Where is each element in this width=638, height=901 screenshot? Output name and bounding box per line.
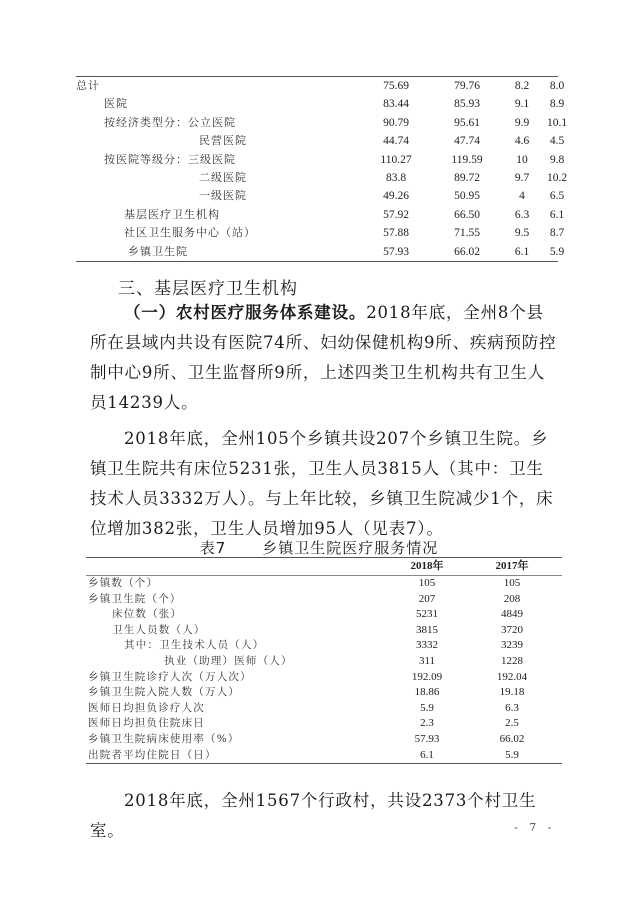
cell: 6.1: [420, 748, 434, 761]
cell: 6.1: [514, 245, 530, 258]
cell: 75.69: [383, 80, 409, 92]
table-row: [76, 243, 565, 261]
cell: 4.6: [514, 135, 530, 148]
table-row: [86, 592, 562, 608]
cell: 3815: [416, 623, 438, 636]
table-title: [0, 537, 638, 558]
cell: 57.92: [383, 208, 409, 221]
cell: 110.27: [380, 153, 412, 166]
cell: 192.09: [411, 670, 443, 683]
row-label: 民营医院: [199, 134, 247, 148]
table-caption: 乡镇卫生院医疗服务情况: [262, 539, 439, 557]
table-bed-usage: [76, 76, 568, 262]
cell: 5.9: [549, 245, 565, 258]
table-row: [86, 638, 562, 654]
row-label: 乡镇卫生院诊疗人次（万人次）: [88, 670, 252, 683]
row-label: 乡镇卫生院（个）: [88, 592, 182, 605]
row-label: 医院: [104, 97, 128, 111]
row-label: 基层医疗卫生机构: [124, 207, 220, 221]
cell: 95.61: [454, 116, 480, 129]
table-row: [86, 623, 562, 639]
cell: 8.0: [549, 80, 565, 92]
row-label: 乡镇卫生院: [128, 244, 188, 258]
cell: 6.3: [514, 208, 530, 221]
row-label: 床位数（张）: [112, 608, 183, 621]
table-row: [76, 206, 565, 224]
cell: 57.93: [414, 732, 440, 745]
row-label: 乡镇卫生院入院人数（万人）: [88, 686, 241, 699]
cell: 90.79: [383, 116, 409, 129]
row-label: 其中：卫生技术人员（人）: [124, 639, 265, 652]
cell: 9.8: [549, 153, 565, 166]
cell: 71.55: [454, 227, 480, 240]
cell: 2.3: [420, 717, 434, 730]
cell: 9.7: [514, 171, 530, 184]
cell: 10: [516, 153, 528, 166]
cell: 3720: [501, 623, 523, 636]
table-township-hospital-services: [86, 557, 562, 764]
cell: 192.04: [496, 670, 528, 683]
cell: 311: [418, 654, 436, 667]
row-label: 出院者平均住院日（日）: [88, 748, 217, 761]
cell: 57.93: [383, 245, 409, 258]
table-row: [76, 151, 565, 169]
paragraph-rural-system: [90, 298, 560, 418]
cell: 4849: [501, 608, 523, 621]
cell: 6.3: [505, 701, 519, 714]
cell: 119.59: [451, 153, 483, 166]
cell: 207: [418, 592, 436, 605]
table-row: [86, 748, 562, 764]
row-label: 一级医院: [199, 189, 247, 203]
row-label: 二级医院: [199, 170, 247, 184]
table-row: [86, 701, 562, 717]
paragraph-township-hospitals: [90, 424, 560, 544]
cell: 9.1: [514, 98, 530, 111]
table-row: [86, 607, 562, 623]
cell: 6.1: [549, 208, 565, 221]
table-row: [86, 716, 562, 732]
row-label: 卫生人员数（人）: [112, 623, 206, 636]
paragraph-lead: （一）农村医疗服务体系建设。: [124, 303, 367, 322]
table-row: [86, 576, 562, 592]
cell: 89.72: [454, 171, 480, 184]
cell: 208: [503, 592, 521, 605]
row-label: 按经济类型分：公立医院: [104, 115, 236, 129]
table-row: [86, 732, 562, 748]
cell: 3332: [416, 639, 438, 652]
cell: 57.88: [383, 227, 409, 240]
column-header: 2018年: [410, 560, 444, 572]
cell: 50.95: [454, 190, 480, 203]
table-row: [76, 169, 568, 187]
table-row: [76, 95, 565, 113]
paragraph-village-clinics: [90, 786, 560, 846]
row-label: 社区卫生服务中心（站）: [124, 226, 256, 240]
column-header: 2017年: [495, 560, 529, 572]
cell: 83.44: [383, 98, 409, 111]
cell: 105: [503, 577, 521, 589]
cell: 2.5: [505, 717, 519, 730]
cell: 6.5: [549, 190, 565, 203]
cell: 66.50: [454, 208, 480, 221]
cell: 47.74: [454, 135, 480, 148]
cell: 8.2: [514, 80, 530, 92]
cell: 9.9: [514, 116, 530, 129]
cell: 1228: [501, 654, 523, 667]
cell: 5.9: [505, 748, 519, 761]
table-number: 表7: [199, 539, 227, 557]
row-label: 医师日均担负诊疗人次: [88, 701, 205, 714]
table-header: [86, 558, 562, 576]
cell: 66.02: [499, 732, 525, 745]
cell: 85.93: [454, 98, 480, 111]
row-label: 乡镇卫生院病床使用率（%）: [88, 732, 240, 745]
cell: 18.86: [414, 686, 440, 699]
cell: 5.9: [420, 701, 434, 714]
cell: 105: [418, 577, 436, 589]
cell: 66.02: [454, 245, 480, 258]
row-label: 执业（助理）医师（人）: [164, 654, 293, 667]
cell: 83.8: [385, 171, 407, 184]
row-label: 医师日均担负住院床日: [88, 717, 205, 730]
table-row: [76, 187, 565, 205]
cell: 8.9: [549, 98, 565, 111]
paragraph-body: 2018年底，全州1567个行政村，共设2373个村卫生室。: [90, 791, 537, 840]
paragraph-body: 2018年底，全州105个乡镇共设207个乡镇卫生院。乡镇卫生院共有床位5231张，卫生人员3815人（其中：卫生技术人员3332万人）。与上年比较，乡镇卫生院减少1个，床位增加382张，卫生人员增加95人（见表7）。: [90, 429, 554, 538]
table-row: [86, 670, 562, 686]
table-row: [86, 685, 562, 701]
row-label: 乡镇数（个）: [88, 577, 159, 589]
cell: 5231: [416, 608, 438, 621]
cell: 79.76: [454, 80, 480, 92]
cell: 10.2: [546, 171, 568, 184]
section-heading: 三、基层医疗卫生机构: [118, 279, 298, 299]
table-row: [76, 114, 568, 132]
row-label: 总计: [76, 79, 100, 92]
cell: 4.5: [549, 135, 565, 148]
table-row: [76, 77, 565, 95]
paragraph-body: 2018年底，全州8个县所在县域内共设有医院74所、妇幼保健机构9所、疾病预防控制中心9所、卫生监督所9所，上述四类卫生机构共有卫生人员14239人。: [90, 303, 557, 412]
cell: 9.5: [514, 227, 530, 240]
row-label: 按医院等级分：三级医院: [104, 152, 236, 166]
cell: 8.7: [549, 227, 565, 240]
cell: 19.18: [499, 686, 525, 699]
table-row: [76, 224, 565, 242]
cell: 49.26: [383, 190, 409, 203]
cell: 10.1: [546, 116, 568, 129]
cell: 44.74: [383, 135, 409, 148]
cell: 3239: [501, 639, 523, 652]
page-number: - 7 -: [514, 821, 556, 834]
table-row: [86, 654, 562, 670]
table-row: [76, 132, 565, 150]
cell: 4: [519, 190, 525, 203]
